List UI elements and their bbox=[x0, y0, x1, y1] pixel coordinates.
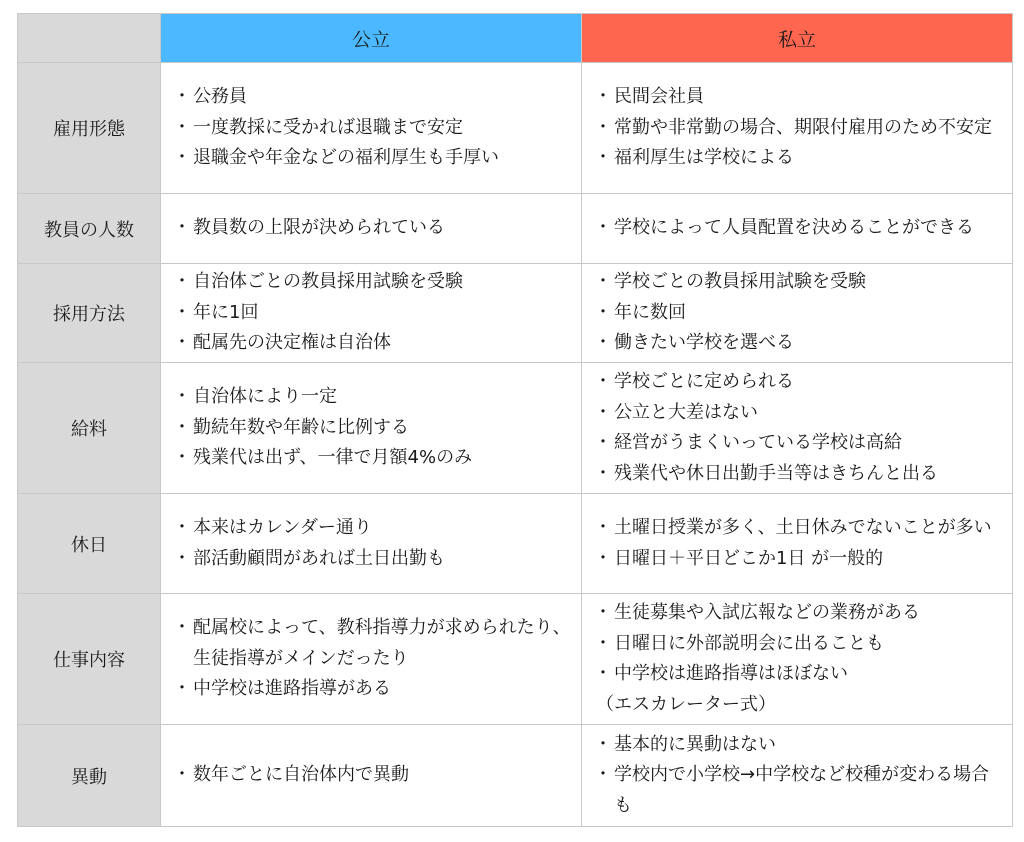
list-item bbox=[592, 629, 1002, 660]
public-cell bbox=[161, 494, 582, 594]
public-cell bbox=[161, 194, 582, 264]
bullet-mark: ・ bbox=[173, 116, 191, 138]
list-item bbox=[171, 82, 571, 113]
row-label: 給料 bbox=[18, 363, 161, 494]
list-item bbox=[171, 328, 571, 359]
bullet-mark: ・ bbox=[594, 632, 612, 654]
list-item-text: 学校ごとに定められる bbox=[614, 371, 794, 392]
list-item bbox=[592, 267, 1002, 298]
public-cell bbox=[161, 594, 582, 725]
private-list bbox=[592, 213, 1002, 244]
bullet-mark: ・ bbox=[173, 86, 191, 108]
list-item-text: 働きたい学校を選べる bbox=[614, 332, 794, 354]
list-item bbox=[592, 298, 1002, 329]
list-item bbox=[171, 760, 571, 791]
list-item-text: 福利厚生は学校による bbox=[614, 147, 794, 169]
list-item bbox=[171, 143, 571, 174]
list-item bbox=[592, 760, 1002, 821]
list-item-text: 退職金や年金などの福利厚生も手厚い bbox=[193, 147, 499, 169]
list-item bbox=[592, 544, 1002, 575]
list-item-text: 中学校は進路指導がある bbox=[193, 678, 391, 700]
bullet-mark: ・ bbox=[173, 147, 191, 169]
private-list bbox=[592, 598, 1002, 690]
list-item-text: 自治体ごとの教員採用試験を受験 bbox=[193, 271, 463, 293]
public-cell bbox=[161, 363, 582, 494]
list-item bbox=[592, 213, 1002, 244]
list-item bbox=[171, 213, 571, 244]
list-item-text: 日曜日に外部説明会に出ることも bbox=[614, 632, 884, 654]
list-item-text: 常勤や非常勤の場合、期限付雇用のため不安定 bbox=[614, 116, 992, 138]
list-item bbox=[171, 613, 571, 674]
list-item bbox=[592, 428, 1002, 459]
private-cell bbox=[582, 63, 1013, 194]
public-cell bbox=[161, 725, 582, 827]
bullet-mark: ・ bbox=[594, 116, 612, 138]
list-item-text: 年に数回 bbox=[614, 301, 686, 323]
bullet-mark: ・ bbox=[594, 517, 612, 538]
list-item bbox=[171, 298, 571, 329]
note-text: （エスカレーター式） bbox=[596, 693, 776, 715]
list-item-text: 自治体により一定 bbox=[193, 386, 337, 408]
row-label: 雇用形態 bbox=[18, 63, 161, 194]
private-cell bbox=[582, 264, 1013, 363]
comparison-table-container bbox=[17, 13, 1011, 826]
bullet-mark: ・ bbox=[173, 517, 191, 538]
header-corner bbox=[18, 14, 161, 63]
bullet-mark: ・ bbox=[594, 301, 612, 323]
row-label: 教員の人数 bbox=[18, 194, 161, 264]
public-list bbox=[171, 213, 571, 244]
list-item-text: 教員数の上限が決められている bbox=[193, 217, 445, 239]
list-item-text: 配属先の決定権は自治体 bbox=[193, 332, 391, 354]
bullet-mark: ・ bbox=[594, 462, 612, 484]
list-item bbox=[592, 367, 1002, 398]
list-item-text: 土曜日授業が多く、土日休みでないことが多い bbox=[614, 517, 992, 538]
list-item bbox=[592, 82, 1002, 113]
bullet-mark: ・ bbox=[173, 678, 191, 700]
table-row bbox=[18, 264, 1013, 363]
table-row bbox=[18, 363, 1013, 494]
list-item-text: 学校によって人員配置を決めることができる bbox=[614, 217, 974, 239]
list-item-text: 日曜日＋平日どこか1日 が一般的 bbox=[614, 547, 884, 569]
list-item bbox=[171, 443, 571, 474]
table-row bbox=[18, 494, 1013, 594]
list-item bbox=[592, 459, 1002, 490]
bullet-mark: ・ bbox=[594, 764, 612, 786]
list-item bbox=[592, 730, 1002, 761]
bullet-mark: ・ bbox=[594, 332, 612, 354]
public-cell bbox=[161, 63, 582, 194]
bullet-mark: ・ bbox=[594, 86, 612, 108]
list-item-text: 生徒募集や入試広報などの業務がある bbox=[614, 602, 920, 623]
list-item-text: 学校内で小学校→中学校など校種が変わる場合も bbox=[614, 764, 990, 816]
list-item bbox=[592, 513, 1002, 544]
list-item-text: 公立と大差はない bbox=[614, 401, 758, 423]
bullet-mark: ・ bbox=[594, 217, 612, 239]
table-row bbox=[18, 194, 1013, 264]
list-item bbox=[171, 413, 571, 444]
private-cell bbox=[582, 363, 1013, 494]
row-label: 休日 bbox=[18, 494, 161, 594]
list-item-text: 民間会社員 bbox=[614, 86, 704, 108]
header-private: 私立 bbox=[582, 14, 1013, 63]
list-item-text: 数年ごとに自治体内で異動 bbox=[193, 764, 409, 786]
row-label: 仕事内容 bbox=[18, 594, 161, 725]
list-item bbox=[171, 674, 571, 705]
bullet-mark: ・ bbox=[173, 416, 191, 438]
public-list bbox=[171, 267, 571, 359]
list-item-text: 学校ごとの教員採用試験を受験 bbox=[614, 271, 866, 293]
bullet-mark: ・ bbox=[594, 271, 612, 293]
bullet-mark: ・ bbox=[594, 432, 612, 453]
table-row bbox=[18, 63, 1013, 194]
table-row bbox=[18, 594, 1013, 725]
public-cell bbox=[161, 264, 582, 363]
header-public: 公立 bbox=[161, 14, 582, 63]
bullet-mark: ・ bbox=[594, 401, 612, 423]
private-cell bbox=[582, 194, 1013, 264]
bullet-mark: ・ bbox=[173, 217, 191, 239]
list-item-text: 経営がうまくいっている学校は高給 bbox=[614, 432, 902, 453]
private-list bbox=[592, 513, 1002, 574]
list-item bbox=[171, 382, 571, 413]
list-item-text: 中学校は進路指導はほぼない bbox=[614, 663, 848, 684]
list-item-text: 公務員 bbox=[193, 86, 247, 108]
public-list bbox=[171, 760, 571, 791]
table-row bbox=[18, 725, 1013, 827]
list-item-text: 勤続年数や年齢に比例する bbox=[193, 416, 409, 438]
list-item bbox=[592, 143, 1002, 174]
list-item-text: 部活動顧問があれば土日出勤も bbox=[193, 547, 445, 569]
list-item-text: 基本的に異動はない bbox=[614, 733, 776, 755]
list-item bbox=[592, 659, 1002, 690]
list-item bbox=[171, 113, 571, 144]
private-list bbox=[592, 267, 1002, 359]
bullet-mark: ・ bbox=[173, 617, 191, 639]
bullet-mark: ・ bbox=[173, 764, 191, 786]
bullet-mark: ・ bbox=[173, 301, 191, 323]
bullet-mark: ・ bbox=[594, 663, 612, 684]
list-item bbox=[592, 398, 1002, 429]
bullet-mark: ・ bbox=[173, 332, 191, 354]
list-item-text: 一度教採に受かれば退職まで安定 bbox=[193, 116, 463, 138]
list-item-text: 残業代は出ず、一律で月額4%のみ bbox=[193, 447, 473, 469]
public-list bbox=[171, 613, 571, 705]
list-item bbox=[171, 544, 571, 575]
list-item bbox=[592, 113, 1002, 144]
list-item bbox=[171, 267, 571, 298]
bullet-mark: ・ bbox=[173, 386, 191, 408]
comparison-table bbox=[17, 13, 1013, 827]
list-item-text: 配属校によって、教科指導力が求められたり、生徒指導がメインだったり bbox=[193, 617, 571, 669]
list-item-text: 本来はカレンダー通り bbox=[193, 517, 372, 538]
bullet-mark: ・ bbox=[594, 602, 612, 623]
row-label: 採用方法 bbox=[18, 264, 161, 363]
private-cell bbox=[582, 494, 1013, 594]
private-list bbox=[592, 730, 1002, 822]
bullet-mark: ・ bbox=[594, 733, 612, 755]
list-item-text: 年に1回 bbox=[193, 301, 259, 323]
bullet-mark: ・ bbox=[173, 447, 191, 469]
bullet-mark: ・ bbox=[594, 371, 612, 392]
private-list bbox=[592, 82, 1002, 174]
public-list bbox=[171, 82, 571, 174]
list-item bbox=[592, 328, 1002, 359]
list-item-text: 残業代や休日出勤手当等はきちんと出る bbox=[614, 462, 938, 484]
list-item bbox=[171, 513, 571, 544]
private-list bbox=[592, 367, 1002, 489]
private-cell bbox=[582, 725, 1013, 827]
bullet-mark: ・ bbox=[594, 547, 612, 569]
row-label: 異動 bbox=[18, 725, 161, 827]
private-cell bbox=[582, 594, 1013, 725]
bullet-mark: ・ bbox=[173, 271, 191, 293]
public-list bbox=[171, 382, 571, 474]
bullet-mark: ・ bbox=[173, 547, 191, 569]
header-row bbox=[18, 14, 1013, 63]
list-item bbox=[592, 598, 1002, 629]
bullet-mark: ・ bbox=[594, 147, 612, 169]
public-list bbox=[171, 513, 571, 574]
